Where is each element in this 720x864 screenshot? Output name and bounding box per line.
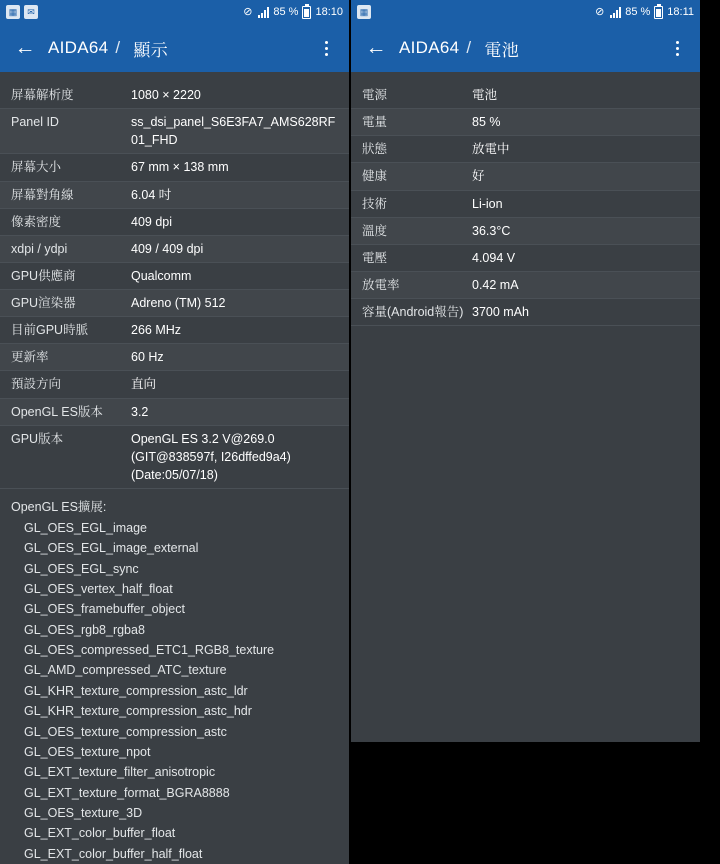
overflow-menu-icon[interactable] xyxy=(662,29,692,67)
row-value: ss_dsi_panel_S6E3FA7_AMS628RF01_FHD xyxy=(131,115,336,148)
battery-percent-label: 85 % xyxy=(273,6,299,18)
row-value: 266 MHz xyxy=(131,323,182,338)
status-bar-right xyxy=(593,6,694,19)
sim-card-icon: ▦ xyxy=(6,5,20,19)
wifi-off-icon: ⊘ xyxy=(243,5,253,18)
list-item: GL_OES_compressed_ETC1_RGB8_texture xyxy=(24,643,275,657)
table-row xyxy=(0,290,349,317)
row-key: 健康 xyxy=(362,169,388,184)
table-row xyxy=(351,191,700,218)
list-item: GL_OES_vertex_half_float xyxy=(24,581,173,596)
table-row xyxy=(351,218,700,245)
row-key: 溫度 xyxy=(362,223,388,238)
extensions-title: OpenGL ES擴展: xyxy=(11,500,107,514)
row-key: 容量(Android報告) xyxy=(362,305,464,319)
row-key: 技術 xyxy=(362,196,388,211)
list-item: GL_KHR_texture_compression_astc_hdr xyxy=(24,704,252,719)
row-key: 電源 xyxy=(362,88,388,102)
status-bar xyxy=(0,0,349,24)
breadcrumb-separator: / xyxy=(466,38,472,57)
overflow-menu-icon[interactable] xyxy=(311,29,341,67)
row-value: 85 % xyxy=(472,115,501,130)
row-key: 預設方向 xyxy=(11,377,62,392)
list-item: GL_EXT_color_buffer_float xyxy=(24,826,176,841)
row-value: 67 mm × 138 mm xyxy=(131,160,229,175)
row-key: 目前GPU時脈 xyxy=(11,323,89,338)
status-bar-left-icons xyxy=(357,5,371,19)
breadcrumb-separator: / xyxy=(115,38,121,57)
row-value: 0.42 mA xyxy=(472,277,519,292)
signal-bars-icon xyxy=(610,7,621,18)
wifi-off-icon: ⊘ xyxy=(595,5,605,18)
list-item: GL_OES_texture_npot xyxy=(24,744,151,759)
row-key: 電量 xyxy=(362,115,388,130)
table-row xyxy=(351,299,700,326)
list-item: GL_OES_framebuffer_object xyxy=(24,602,185,617)
table-row xyxy=(0,344,349,371)
clock-label: 18:10 xyxy=(315,6,343,18)
table-row xyxy=(0,263,349,290)
back-arrow-icon[interactable]: ← xyxy=(365,36,387,59)
row-value: 好 xyxy=(472,169,485,184)
page-title: 電池 xyxy=(484,40,520,60)
row-key: 屏幕對角線 xyxy=(11,187,74,202)
row-key: 像素密度 xyxy=(11,214,62,229)
status-bar-right xyxy=(241,6,343,19)
sim-card-icon: ▦ xyxy=(357,5,371,19)
table-row xyxy=(0,182,349,209)
row-key: 更新率 xyxy=(11,350,49,365)
list-item: GL_OES_EGL_sync xyxy=(24,561,139,576)
page-title: 顯示 xyxy=(133,40,169,60)
row-key: GPU渲染器 xyxy=(11,296,76,310)
signal-bars-icon xyxy=(258,7,269,18)
screen-display-info xyxy=(0,0,349,861)
row-key: xdpi / ydpi xyxy=(11,241,68,256)
row-value: 36.3°C xyxy=(472,223,511,238)
row-key: GPU版本 xyxy=(11,431,64,446)
row-value: 電池 xyxy=(472,88,498,102)
table-row xyxy=(0,154,349,181)
battery-icon xyxy=(302,6,311,19)
list-item: GL_AMD_compressed_ATC_texture xyxy=(24,663,227,678)
display-info-list[interactable] xyxy=(0,72,349,864)
row-value: Li-ion xyxy=(472,196,503,211)
list-item: GL_OES_EGL_image xyxy=(24,520,147,535)
row-value: 4.094 V xyxy=(472,250,516,265)
app-bar xyxy=(0,24,349,72)
list-item: GL_EXT_texture_filter_anisotropic xyxy=(24,765,216,780)
row-value: 409 dpi xyxy=(131,214,173,229)
row-value: 60 Hz xyxy=(131,350,164,365)
status-bar-left-icons xyxy=(6,5,38,19)
table-row xyxy=(351,245,700,272)
table-row xyxy=(351,109,700,136)
app-bar xyxy=(351,24,700,72)
table-row xyxy=(0,209,349,236)
battery-info-list[interactable] xyxy=(351,72,700,742)
row-value: Adreno (TM) 512 xyxy=(131,296,226,310)
row-value: OpenGL ES 3.2 V@269.0 (GIT@838597f, I26dffed9a4) (Date:05/07/18) xyxy=(131,431,291,482)
list-item: GL_EXT_texture_format_BGRA8888 xyxy=(24,785,230,800)
row-key: Panel ID xyxy=(11,115,59,130)
list-item: GL_OES_texture_compression_astc xyxy=(24,724,227,739)
table-row xyxy=(0,399,349,426)
row-key: OpenGL ES版本 xyxy=(11,404,103,419)
table-row xyxy=(351,272,700,299)
list-item: GL_KHR_texture_compression_astc_ldr xyxy=(24,683,248,698)
email-icon: ✉ xyxy=(24,5,38,19)
row-key: 狀態 xyxy=(362,142,388,157)
table-row xyxy=(351,82,700,109)
list-item: GL_EXT_color_buffer_half_float xyxy=(24,846,203,861)
table-row xyxy=(0,82,349,109)
row-key: 電壓 xyxy=(362,250,388,265)
battery-percent-label: 85 % xyxy=(625,6,651,18)
row-value: Qualcomm xyxy=(131,268,192,283)
list-item: GL_OES_rgb8_rgba8 xyxy=(24,622,145,637)
opengl-extensions-block xyxy=(0,489,349,864)
row-key: 屏幕大小 xyxy=(11,160,62,175)
row-value: 409 / 409 dpi xyxy=(131,241,204,256)
table-row xyxy=(0,236,349,263)
row-value: 3700 mAh xyxy=(472,305,529,319)
table-row xyxy=(0,426,349,489)
row-value: 1080 × 2220 xyxy=(131,88,201,102)
row-key: 屏幕解析度 xyxy=(11,88,74,102)
row-value: 直向 xyxy=(131,377,157,392)
row-key: GPU供應商 xyxy=(11,268,76,283)
battery-icon xyxy=(654,6,663,19)
app-name-label: AIDA64 xyxy=(399,38,460,57)
table-row xyxy=(0,317,349,344)
list-item: GL_OES_texture_3D xyxy=(24,806,143,820)
app-name-label: AIDA64 xyxy=(48,38,109,57)
row-value: 6.04 吋 xyxy=(131,187,172,202)
screen-battery-info xyxy=(351,0,700,742)
list-item: GL_OES_EGL_image_external xyxy=(24,541,199,556)
row-value: 放電中 xyxy=(472,142,510,157)
row-value: 3.2 xyxy=(131,404,149,419)
table-row xyxy=(351,163,700,190)
back-arrow-icon[interactable]: ← xyxy=(14,36,36,59)
table-row xyxy=(0,109,349,154)
clock-label: 18:11 xyxy=(667,6,694,18)
table-row xyxy=(351,136,700,163)
row-key: 放電率 xyxy=(362,277,400,292)
status-bar xyxy=(351,0,700,24)
table-row xyxy=(0,371,349,398)
